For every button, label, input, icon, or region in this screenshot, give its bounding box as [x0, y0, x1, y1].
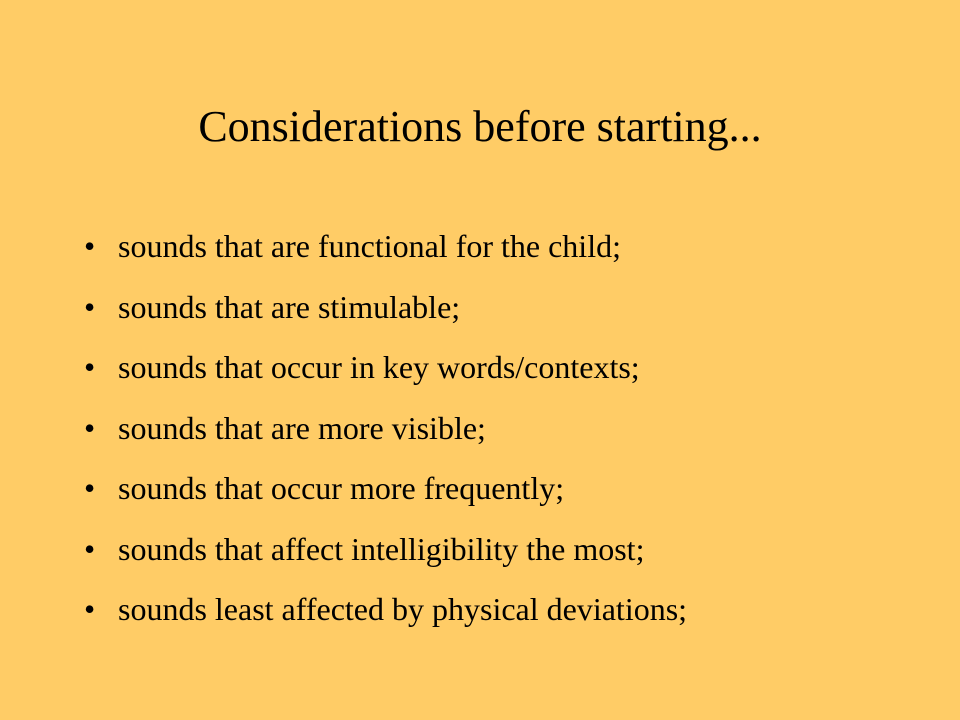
- bullet-icon: •: [84, 228, 96, 264]
- bullet-text: sounds that occur in key words/contexts;: [118, 349, 640, 385]
- slide-title: Considerations before starting...: [198, 102, 762, 151]
- bullet-icon: •: [84, 409, 96, 446]
- bullet-text: sounds that are functional for the child;: [118, 228, 621, 264]
- bullet-text: sounds least affected by physical deviations;: [118, 591, 688, 627]
- bullet-icon: •: [84, 349, 96, 385]
- bullet-icon: •: [84, 530, 96, 567]
- bullet-text: sounds that are stimulable;: [118, 288, 461, 325]
- bullet-text: sounds that occur more frequently;: [118, 470, 565, 506]
- bullet-icon: •: [84, 591, 96, 627]
- bullet-text: sounds that affect intelligibility the most;: [118, 530, 645, 567]
- bullet-icon: •: [84, 288, 96, 325]
- bullet-icon: •: [84, 470, 96, 506]
- bullet-text: sounds that are more visible;: [118, 409, 486, 446]
